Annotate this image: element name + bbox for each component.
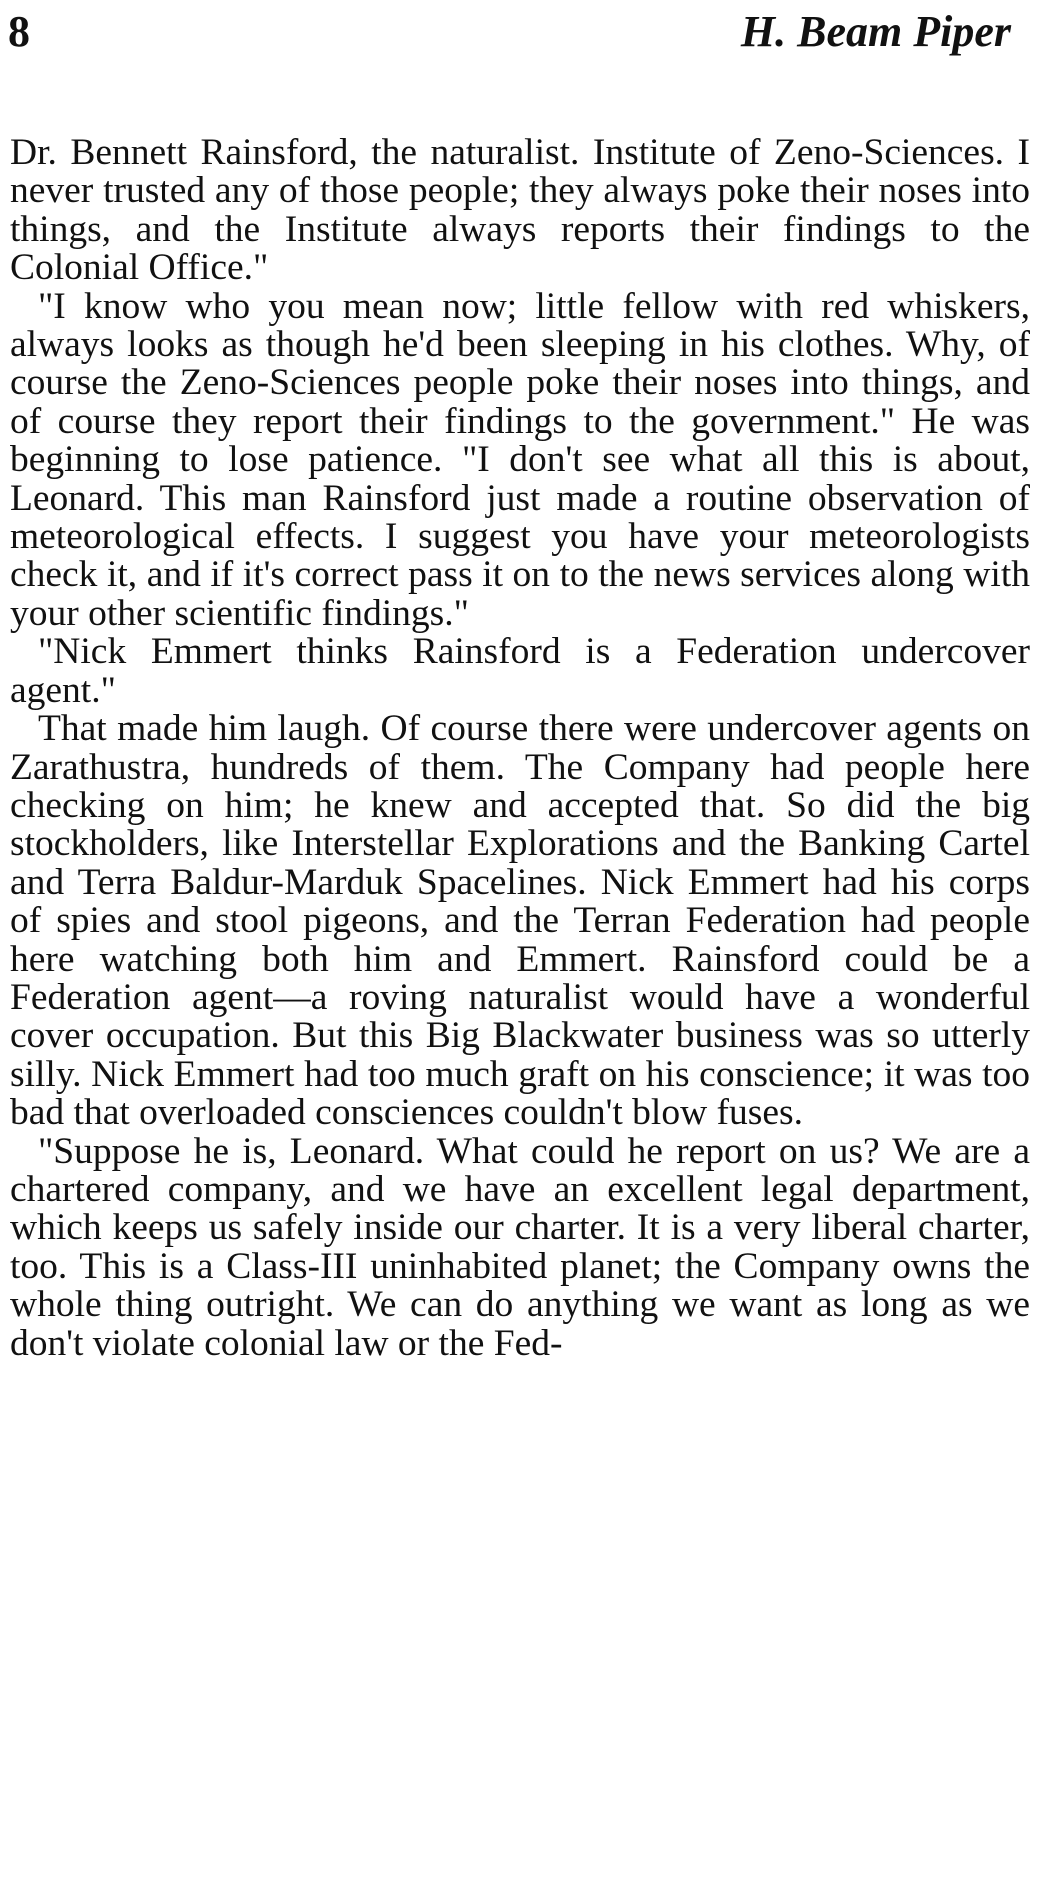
paragraph: "Nick Emmert thinks Rainsford is a Federation undercover agent.": [10, 631, 1030, 711]
paragraph: Dr. Bennett Rainsford, the naturalist. Institute of Zeno-Sciences. I never trusted any of those people; they always poke their noses into things, and the Institute always reports their findings to the Colonial Office.": [10, 132, 1030, 289]
body-text: [10, 134, 1030, 1363]
paragraph: That made him laugh. Of course there were undercover agents on Zarathustra, hundreds of them. The Company had people here checking on him; he knew and accepted that. So did the big stockholders, like Interstellar Explorations and the Banking Cartel and Terra Baldur-Marduk Spacelines. Nick Emmert had his corps of spies and stool pigeons, and the Terran Federation had people here watching both him and Emmert. Rainsford could be a Federation agent—a roving naturalist would have a wonderful cover occupation. But this Big Blackwater business was so utterly silly. Nick Emmert had too much graft on his conscience; it was too bad that overloaded consciences couldn't blow fuses.: [10, 708, 1030, 1134]
paragraph: "Suppose he is, Leonard. What could he report on us? We are a chartered company, and we have an excellent legal department, which keeps us safely inside our charter. It is a very liberal charter, too. This is a Class-III uninhabited planet; the Company owns the whole thing outright. We can do anything we want as long as we don't violate colonial law or the Fed-: [10, 1130, 1030, 1364]
page-header: [8, 2, 1011, 62]
page-number: 8: [8, 7, 30, 56]
running-head-author: H. Beam Piper: [740, 7, 1011, 56]
paragraph: "I know who you mean now; little fellow with red whiskers, always looks as though he'd been sleeping in his clothes. Why, of course the Zeno-Sciences people poke their noses into things, and of course they report their findings to the government." He was beginning to lose patience. "I don't see what all this is about, Leonard. This man Rainsford just made a routine observation of meteorological effects. I suggest you have your meteorologists check it, and if it's correct pass it on to the news services along with your other scientific findings.": [10, 285, 1030, 634]
